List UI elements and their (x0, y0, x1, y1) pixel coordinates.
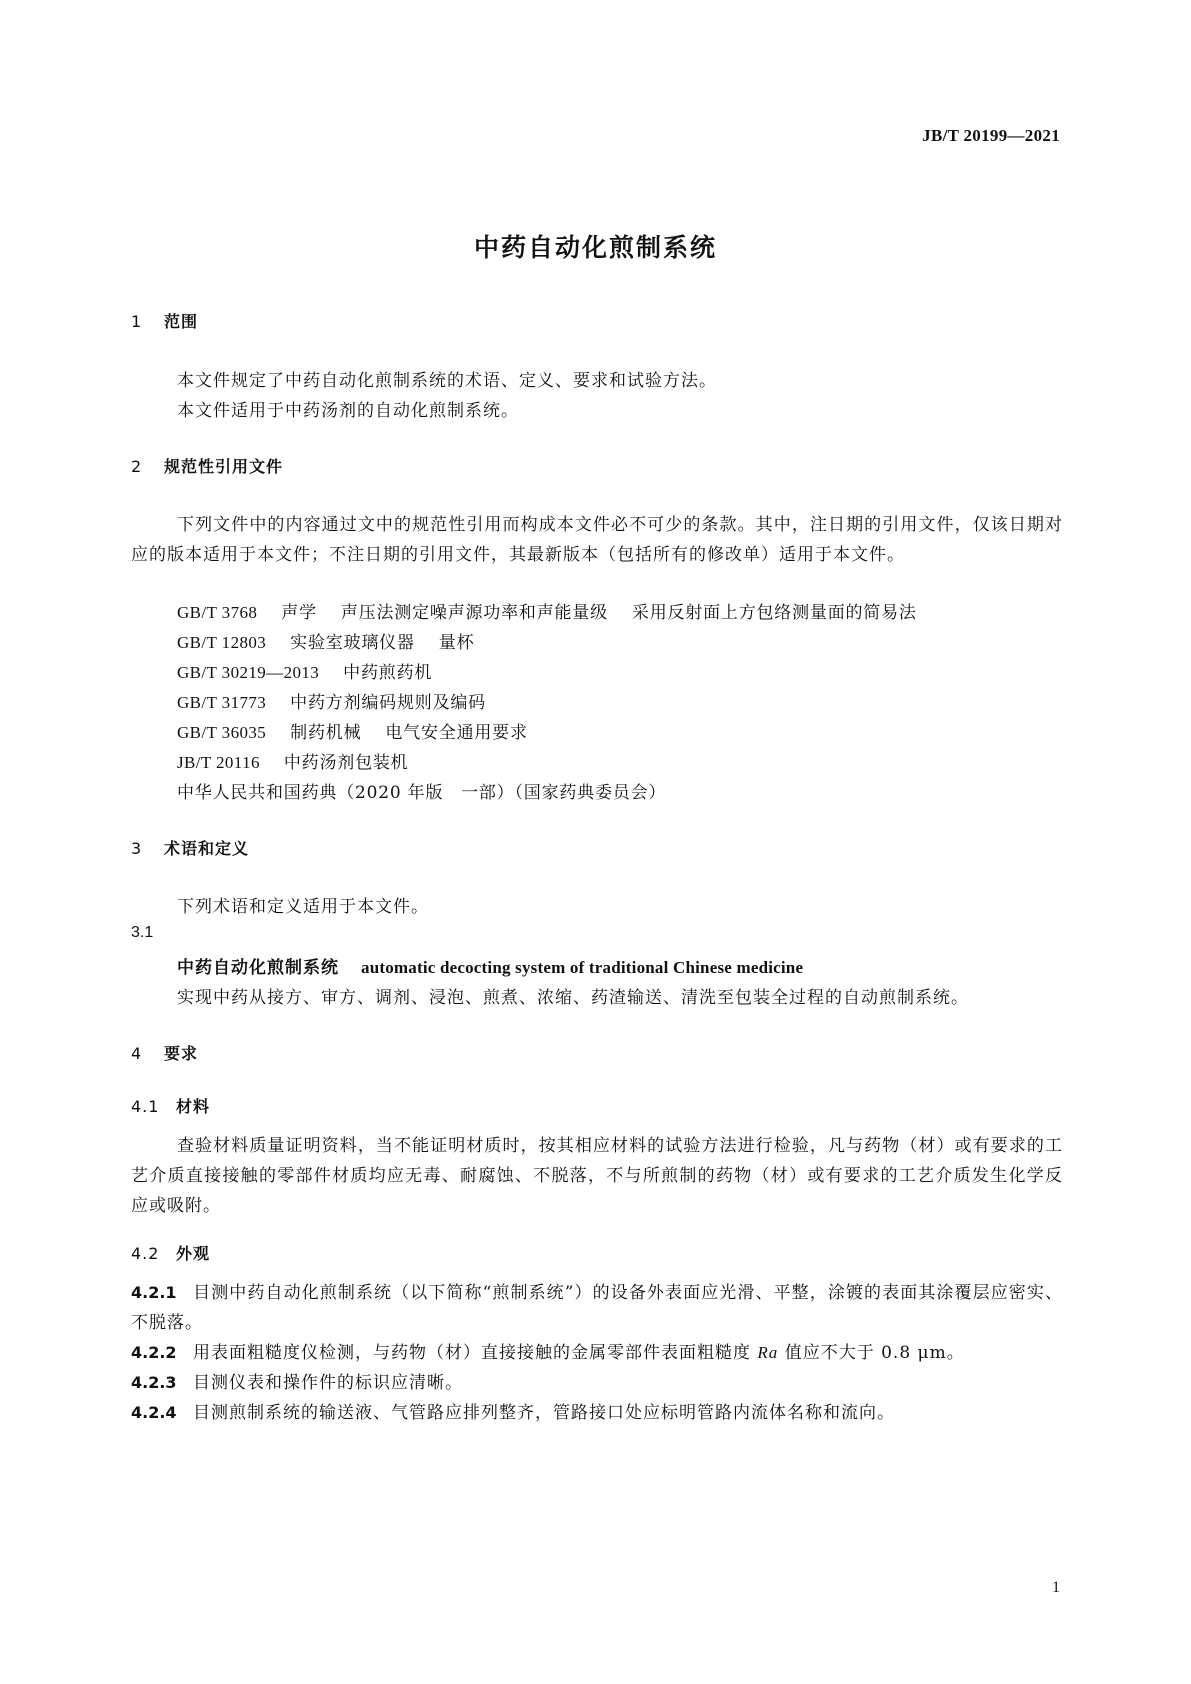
reference-title-part: 中药汤剂包装机 (283, 753, 409, 773)
subsection-title: 外观 (176, 1244, 211, 1263)
standard-code: JB/T 20199—2021 (922, 126, 1060, 145)
reference-title-part: 中药方剂编码规则及编码 (290, 693, 486, 713)
reference-item (177, 598, 917, 623)
section-title: 范围 (164, 312, 199, 331)
subsection-number: 4.1 (131, 1097, 160, 1116)
clause-number: 4.2.1 (131, 1283, 177, 1302)
clause-4-2-4 (131, 1398, 1063, 1428)
section-number: 3 (131, 839, 143, 858)
clause-number: 4.2.4 (131, 1403, 177, 1422)
term-number: 3.1 (131, 924, 154, 941)
clause-text: 值应不大于 0.8 μm。 (778, 1343, 965, 1363)
reference-title-part: 声压法测定噪声源功率和声能量级 (340, 603, 608, 623)
reference-title-part: 采用反射面上方包络测量面的简易法 (631, 603, 917, 623)
clause-number: 4.2.2 (131, 1343, 177, 1362)
section-title: 术语和定义 (164, 839, 250, 858)
reference-title-part: 声学 (281, 603, 317, 623)
roughness-symbol: Ra (757, 1343, 779, 1362)
terms-intro: 下列术语和定义适用于本文件。 (177, 897, 429, 917)
section-2-heading (131, 454, 283, 477)
clause-text: 目测仪表和操作件的标识应清晰。 (193, 1373, 463, 1393)
reference-code: GB/T 12803 (177, 633, 267, 652)
normative-references-intro: 下列文件中的内容通过文中的规范性引用而构成本文件必不可少的条款。其中，注日期的引用文件，仅该日期对应的版本适用于本文件；不注日期的引用文件，其最新版本（包括所有的修改单）适用于本文件。 (131, 515, 1063, 565)
reference-item (177, 628, 474, 653)
section-3-heading (131, 836, 249, 859)
clause-number: 4.2.3 (131, 1373, 177, 1392)
section-1-heading (131, 309, 198, 332)
document-title: 中药自动化煎制系统 (473, 233, 717, 262)
subsection-number: 4.2 (131, 1244, 160, 1263)
reference-code: GB/T 31773 (177, 693, 267, 712)
reference-title-part: 量杯 (438, 633, 475, 653)
section-number: 1 (131, 312, 143, 331)
reference-title-part: 制药机械 (290, 723, 362, 743)
reference-title-part: 电气安全通用要求 (385, 723, 528, 743)
reference-code: GB/T 3768 (177, 603, 258, 622)
section-number: 2 (131, 457, 143, 476)
section-title: 要求 (164, 1044, 199, 1063)
reference-code: JB/T 20116 (177, 753, 260, 772)
term-entry (177, 953, 803, 978)
section-number: 4 (131, 1044, 143, 1063)
reference-title-part: 实验室玻璃仪器 (290, 633, 415, 653)
page-number: 1 (1052, 1579, 1060, 1596)
subsection-title: 材料 (176, 1097, 211, 1116)
reference-code: GB/T 36035 (177, 723, 267, 742)
scope-paragraph-1: 本文件规定了中药自动化煎制系统的术语、定义、要求和试验方法。 (177, 371, 717, 391)
term-definition: 实现中药从接方、审方、调剂、浸泡、煎煮、浓缩、药渣输送、清洗至包装全过程的自动煎制系统。 (177, 988, 969, 1008)
scope-paragraph-2: 本文件适用于中药汤剂的自动化煎制系统。 (177, 401, 519, 421)
reference-item (177, 718, 528, 743)
term-english: automatic decocting system of traditional Chinese medicine (361, 958, 804, 977)
clause-4-2-2 (131, 1338, 1063, 1368)
clause-text: 目测煎制系统的输送液、气管路应排列整齐，管路接口处应标明管路内流体名称和流向。 (193, 1403, 895, 1423)
reference-item (177, 748, 408, 773)
reference-item (177, 688, 486, 713)
clause-text: 目测中药自动化煎制系统（以下简称“煎制系统”）的设备外表面应光滑、平整，涂镀的表面其涂覆层应密实、不脱落。 (131, 1283, 1063, 1333)
materials-paragraph: 查验材料质量证明资料，当不能证明材质时，按其相应材料的试验方法进行检验，凡与药物（材）或有要求的工艺介质直接接触的零部件材质均应无毒、耐腐蚀、不脱落，不与所煎制的药物（材）或有要求的工艺介质发生化学反应或吸附。 (131, 1136, 1063, 1216)
subsection-4-2-heading (131, 1241, 210, 1264)
section-title: 规范性引用文件 (164, 457, 284, 476)
clause-4-2-1 (131, 1278, 1063, 1338)
clause-4-2-3 (131, 1368, 1063, 1398)
clause-text: 用表面粗糙度仪检测，与药物（材）直接接触的金属零部件表面粗糙度 (193, 1343, 758, 1363)
reference-pharmacopoeia: 中华人民共和国药典（2020 年版 一部）（国家药典委员会） (177, 783, 667, 803)
subsection-4-1-heading (131, 1094, 210, 1117)
reference-item (177, 658, 432, 683)
reference-code: GB/T 30219—2013 (177, 663, 320, 682)
reference-title-part: 中药煎药机 (343, 663, 433, 683)
section-4-heading (131, 1041, 198, 1064)
term-chinese: 中药自动化煎制系统 (177, 958, 339, 978)
